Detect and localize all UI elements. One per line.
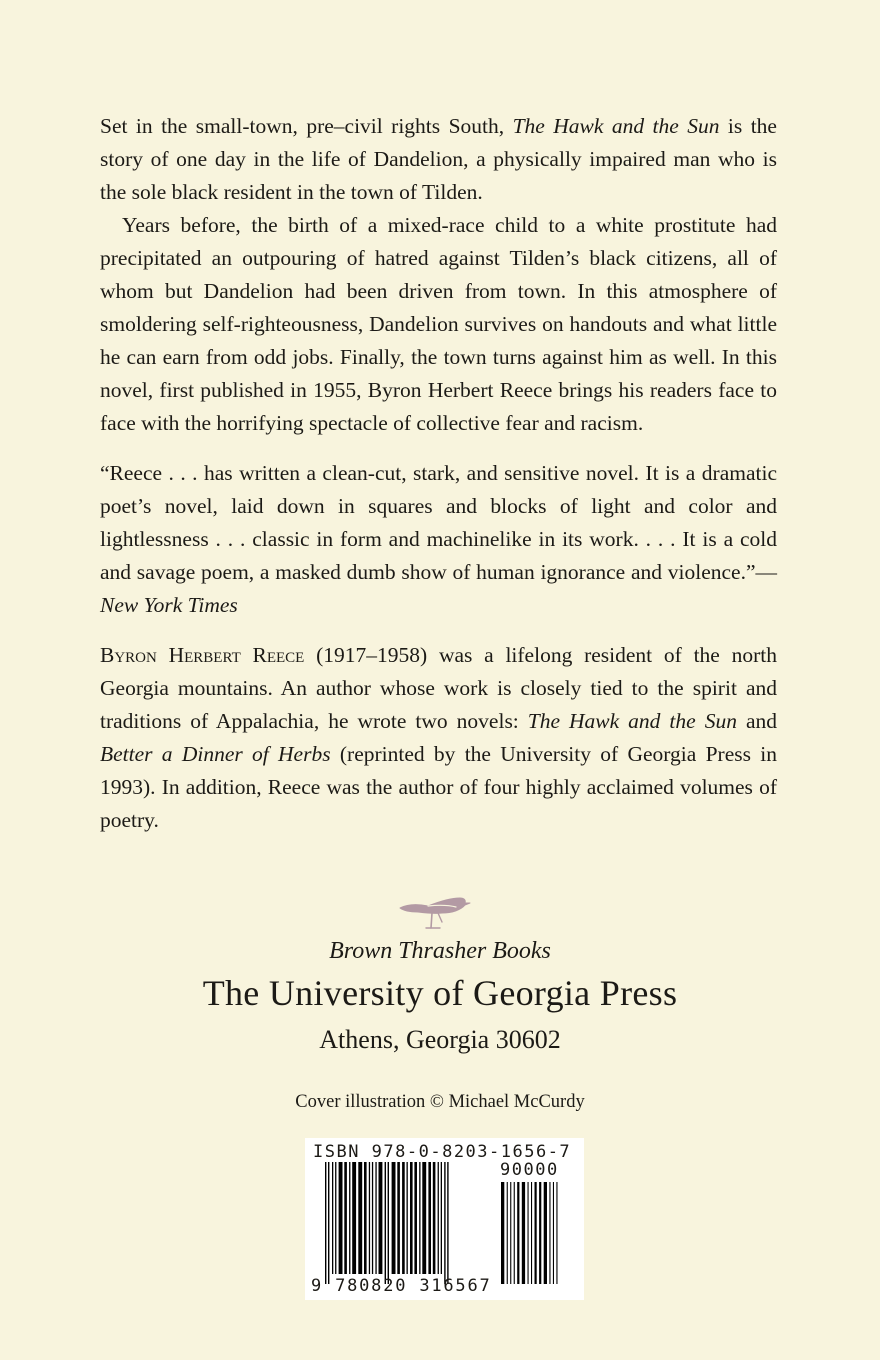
book-title: The Hawk and the Sun bbox=[512, 114, 720, 138]
description-text: is the story of one day in the life of Dandelion, a physically impaired man who is the sole black resident in the town of Tilden. bbox=[100, 114, 777, 204]
author-bio bbox=[100, 639, 777, 837]
barcode-bar bbox=[407, 1162, 408, 1274]
barcode-guard-bar bbox=[385, 1162, 386, 1284]
isbn-label: ISBN 978-0-8203-1656-7 bbox=[313, 1142, 572, 1162]
barcode-bar bbox=[422, 1162, 426, 1274]
brown-thrasher-bird-icon bbox=[398, 888, 472, 932]
barcode-bar bbox=[349, 1162, 350, 1274]
publisher-name: The University of Georgia Press bbox=[202, 973, 678, 1013]
barcode-addon-bar bbox=[522, 1182, 525, 1284]
barcode-addon-bar bbox=[517, 1182, 519, 1284]
barcode-addon-bar bbox=[510, 1182, 511, 1284]
barcode-bar bbox=[339, 1162, 343, 1274]
barcode-bar bbox=[352, 1162, 356, 1274]
barcode-bar bbox=[369, 1162, 370, 1274]
barcode-bar bbox=[335, 1162, 336, 1274]
barcode-addon-bar bbox=[507, 1182, 508, 1284]
barcode-bar bbox=[364, 1162, 367, 1274]
barcode-guard-bar bbox=[447, 1162, 448, 1284]
barcode-bar bbox=[379, 1162, 383, 1274]
barcode-addon-bar bbox=[544, 1182, 547, 1284]
barcode-addon-bar bbox=[501, 1182, 504, 1284]
review-quote bbox=[100, 457, 777, 622]
barcode-bar bbox=[392, 1162, 396, 1274]
barcode-bar bbox=[375, 1162, 376, 1274]
barcode-bar bbox=[358, 1162, 362, 1274]
barcode-addon-bar bbox=[528, 1182, 529, 1284]
barcode-bar bbox=[438, 1162, 439, 1274]
bio-text: (reprinted by the University of Georgia Press in 1993). In addition, Reece was the author of four highly acclaimed volumes of poetry. bbox=[100, 742, 777, 832]
barcode-bar bbox=[402, 1162, 405, 1274]
description-paragraph-2: Years before, the birth of a mixed-race child to a white prostitute had precipitated an outpouring of hatred against Tilden’s black citizens, all of whom but Dandelion had been driven from town. In this atmosphere of smoldering self-righteousness, Dandelion survives on handouts and what little he can earn from odd jobs. Finally, the town turns against him as well. In this novel, first published in 1955, Byron Herbert Reece brings his readers face to face with the horrifying spectacle of collective fear and racism. bbox=[100, 213, 777, 435]
barcode-bar bbox=[414, 1162, 417, 1274]
description-text: Set in the small-town, pre–civil rights South, bbox=[100, 114, 513, 138]
bio-text: and bbox=[736, 709, 777, 733]
cover-copy bbox=[100, 110, 777, 837]
barcode-addon-bar bbox=[553, 1182, 554, 1284]
series-name: Brown Thrasher Books bbox=[329, 938, 551, 964]
barcode-addon-bar bbox=[539, 1182, 541, 1284]
barcode-addon-bar bbox=[556, 1182, 557, 1284]
barcode-guard-bar bbox=[444, 1162, 445, 1284]
barcode-addon-bar bbox=[535, 1182, 537, 1284]
review-text: “Reece . . . has written a clean-cut, stark, and sensitive novel. It is a dramatic poet’s novel, laid down in squares and blocks of light and color and lightlessness . . . classic in form and machinelike in its work. . . . It is a cold and savage poem, a masked dumb show of human ignorance and violence.”— bbox=[100, 461, 777, 584]
ean-digits: 9 780820 316567 bbox=[311, 1276, 492, 1296]
author-name: Byron Herbert Reece bbox=[100, 643, 305, 667]
description-paragraph-1 bbox=[100, 110, 777, 209]
barcode-guard-bar bbox=[325, 1162, 326, 1284]
review-source: New York Times bbox=[100, 593, 238, 617]
barcode-guard-bar bbox=[388, 1162, 389, 1284]
novel-title-2: Better a Dinner of Herbs bbox=[100, 742, 331, 766]
barcode-guard-bar bbox=[328, 1162, 329, 1284]
barcode-addon-bar bbox=[514, 1182, 515, 1284]
cover-credit: Cover illustration © Michael McCurdy bbox=[295, 1092, 585, 1112]
barcode-bar bbox=[372, 1162, 373, 1274]
barcode-bar bbox=[419, 1162, 420, 1274]
price-addon: 90000 bbox=[500, 1160, 559, 1180]
barcode-bar bbox=[344, 1162, 347, 1274]
barcode-bar bbox=[428, 1162, 431, 1274]
publisher-address: Athens, Georgia 30602 bbox=[319, 1025, 561, 1054]
barcode-bar bbox=[397, 1162, 400, 1274]
barcode-bar bbox=[441, 1162, 442, 1274]
barcode bbox=[305, 1138, 584, 1300]
barcode-addon-bar bbox=[549, 1182, 550, 1284]
barcode-addon-bar bbox=[531, 1182, 532, 1284]
barcode-bar bbox=[410, 1162, 413, 1274]
barcode-bar bbox=[433, 1162, 436, 1274]
bio-text: (1917–1958) was a lifelong resident of the north Georgia mountains. An author whose work is closely tied to the spirit and traditions of Appalachia, he wrote two novels: bbox=[100, 643, 777, 733]
novel-title-1: The Hawk and the Sun bbox=[527, 709, 737, 733]
barcode-bar bbox=[332, 1162, 333, 1274]
